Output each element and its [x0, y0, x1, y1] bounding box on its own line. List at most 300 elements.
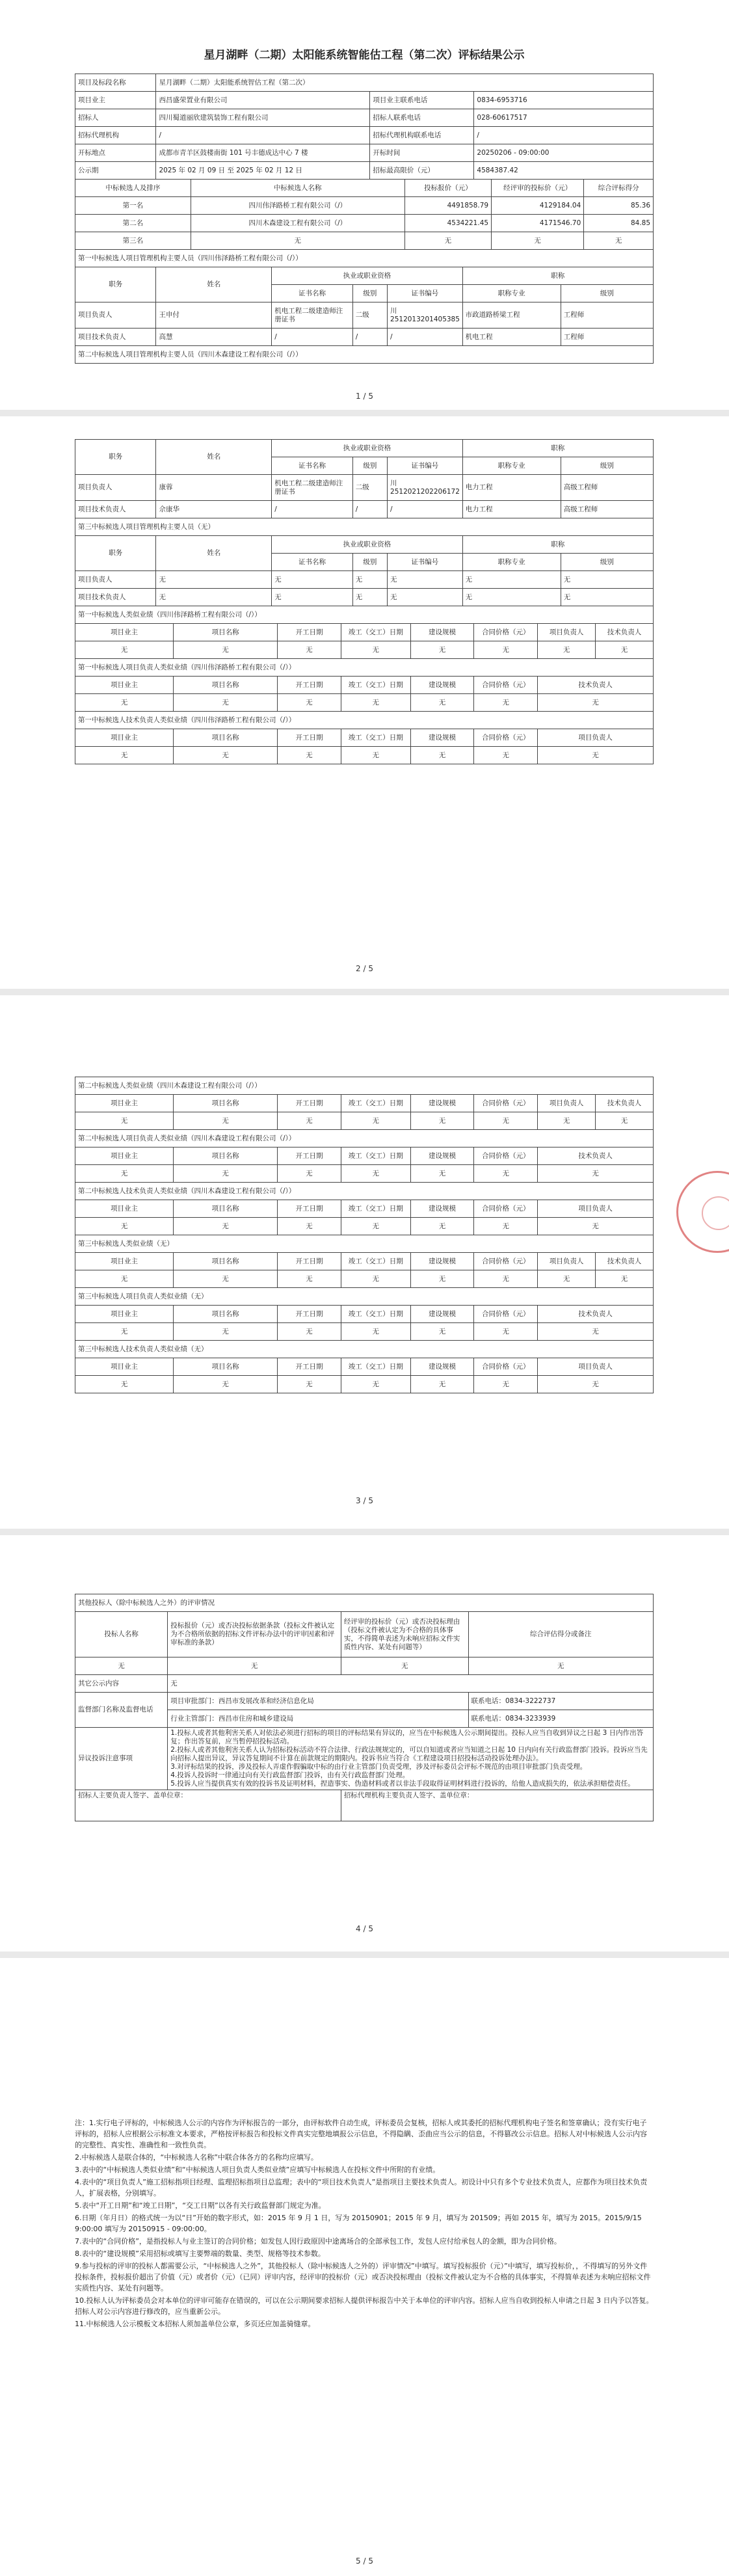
perf-cell: 无	[538, 1165, 654, 1183]
header-cell: 职称专业	[462, 554, 561, 571]
level-cell: 工程师	[561, 302, 653, 329]
cert-name-cell: 无	[272, 589, 352, 606]
perf-cell: 无	[474, 1165, 538, 1183]
note-item: 11.中标候选人公示模板文本招标人须加盖单位公章，多页还应加盖骑缝章。	[75, 2320, 315, 2328]
header-cell: 开工日期	[278, 729, 341, 747]
perf-cell: 无	[474, 747, 538, 764]
perf-cell: 无	[341, 1376, 410, 1393]
cell: 无	[168, 1657, 341, 1675]
other-bidders-table	[75, 1594, 654, 1821]
header-cell: 竣工（交工）日期	[341, 677, 410, 694]
score-cell: 无	[584, 232, 654, 250]
header-cell: 建设规模	[410, 1306, 474, 1323]
header-cell: 竣工（交工）日期	[341, 1200, 410, 1218]
perf-cell: 无	[75, 1218, 174, 1235]
note-item: 6.日期（年月日）的格式统一为以“日”开始的数字形式，如：2015 年 9 月 1 日，写为 20150901；2015 年 9 月，填写为 201509；再如 2015 年，填写为 2015。2015/9/15 9:00:00 填写为 20150915 - 09:00:00。	[75, 2214, 642, 2233]
note-item: 7.表中的“合同价格”，是指投标人与业主签订的合同价格；如发包人因行政原因中途离场合的全部承包工作，发包人应付给承包人的金额，即为合同价格。	[75, 2237, 561, 2246]
header-cell: 竣工（交工）日期	[341, 1253, 410, 1270]
perf-cell: 无	[341, 1112, 410, 1130]
header-cell: 执业或职业资格	[272, 536, 462, 554]
major-cell: 市政道路桥梁工程	[462, 302, 561, 329]
header-cell: 合同价格（元）	[474, 1147, 538, 1165]
cell-value: 无	[168, 1675, 654, 1693]
table-row	[75, 215, 654, 232]
section-title: 第二中标候选人项目管理机构主要人员（四川木森建设工程有限公司（/））	[75, 346, 654, 364]
header-cell: 开工日期	[278, 1306, 341, 1323]
cert-no-cell: /	[388, 501, 463, 518]
cell-value: /	[156, 127, 370, 144]
name-cell: 无	[156, 571, 272, 589]
score-cell: 85.36	[584, 197, 654, 215]
header-cell: 竣工（交工）日期	[341, 1147, 410, 1165]
perf-cell: 无	[341, 1323, 410, 1341]
header-cell: 技术负责人	[596, 1095, 654, 1112]
perf-cell: 无	[341, 1165, 410, 1183]
perf-cell: 无	[341, 1218, 410, 1235]
perf-cell: 无	[174, 1165, 278, 1183]
staff-table-1	[75, 267, 654, 364]
cell-value: 联系电话：0834-3233939	[468, 1710, 654, 1728]
table-row	[75, 302, 654, 329]
perf-cell: 无	[410, 1323, 474, 1341]
table-row	[75, 589, 654, 606]
header-cell: 项目业主	[75, 729, 174, 747]
perf-cell: 无	[75, 1165, 174, 1183]
perf-cell: 无	[341, 694, 410, 712]
header-cell: 合同价格（元）	[474, 1095, 538, 1112]
cell-value: 20250206 - 09:00:00	[474, 144, 654, 162]
major-cell: 电力工程	[462, 501, 561, 518]
page-title: 星月湖畔（二期）太阳能系统智能估工程（第二次）评标结果公示	[204, 49, 525, 62]
cert-no-cell: 无	[388, 571, 463, 589]
major-cell: 无	[462, 571, 561, 589]
header-cell: 项目业主	[75, 1253, 174, 1270]
perf-cell: 无	[410, 747, 474, 764]
perf-cell: 无	[174, 1218, 278, 1235]
header-cell: 建设规模	[410, 1253, 474, 1270]
header-cell: 开工日期	[278, 1095, 341, 1112]
section-title: 第二中标候选人技术负责人类似业绩（四川木森建设工程有限公司（/））	[75, 1183, 654, 1200]
role-cell: 项目技术负责人	[75, 501, 156, 518]
perf-cell: 无	[278, 747, 341, 764]
perf-cell: 无	[174, 1270, 278, 1288]
table-row	[75, 1112, 654, 1130]
header-cell: 投标人名称	[75, 1612, 168, 1657]
header-cell: 项目名称	[174, 677, 278, 694]
header-cell: 技术负责人	[596, 1253, 654, 1270]
page-number: 1 / 5	[356, 392, 373, 401]
header-cell: 建设规模	[410, 729, 474, 747]
perf-cell: 无	[75, 1270, 174, 1288]
header-cell: 项目名称	[174, 729, 278, 747]
header-cell: 项目负责人	[538, 624, 596, 641]
header-cell: 建设规模	[410, 1147, 474, 1165]
header-cell: 中标候选人及排序	[75, 180, 191, 197]
header-cell: 经评审的投标价（元）或否决投标理由（投标文件被认定为不合格的具体事实，不得简单表述为未响应招标文件实质性内容、某处有问题等）	[341, 1612, 468, 1657]
perf-cell: 无	[278, 694, 341, 712]
name-cell: 无	[191, 232, 404, 250]
perf-cell: 无	[75, 1376, 174, 1393]
table-row	[75, 329, 654, 346]
perf-cell: 无	[474, 1376, 538, 1393]
header-cell: 级别	[352, 554, 387, 571]
perf-cell: 无	[278, 1165, 341, 1183]
cell-label: 招标代理机构联系电话	[370, 127, 474, 144]
header-cell: 项目名称	[174, 1358, 278, 1376]
header-cell: 项目负责人	[538, 729, 654, 747]
perf-cell: 无	[278, 1112, 341, 1130]
header-cell: 证书名称	[272, 554, 352, 571]
header-cell: 项目名称	[174, 624, 278, 641]
cell-value: 成都市青羊区鼓楼南街 101 号丰德成达中心 7 楼	[156, 144, 370, 162]
cell-value: 2025 年 02 月 09 日 至 2025 年 02 月 12 日	[156, 162, 370, 180]
name-cell: 无	[156, 589, 272, 606]
header-cell: 开工日期	[278, 1253, 341, 1270]
cert-name-cell: /	[272, 501, 352, 518]
perf-cell: 无	[341, 747, 410, 764]
note-item: 4.表中的“项目负责人”施工招标指项目经理、监理招标指项目总监理；表中的“项目技术负责人”是指项目主要技术负责人。初设计中只有多个专业技术负责人，应都作为项目技术负责人，扩展表格，分别填写。	[75, 2178, 648, 2197]
name-cell: 王申付	[156, 302, 272, 329]
section-title: 第一中标候选人项目管理机构主要人员（四川伟泽路桥工程有限公司（/））	[75, 250, 654, 267]
cert-level-cell: /	[352, 501, 387, 518]
header-cell: 职称	[462, 440, 653, 457]
page-number: 3 / 5	[356, 1496, 373, 1505]
cert-no-cell: /	[388, 329, 463, 346]
header-cell: 项目业主	[75, 677, 174, 694]
header-cell: 项目业主	[75, 1095, 174, 1112]
perf-cell: 无	[341, 641, 410, 659]
cert-no-cell: 川 2512013201405385	[388, 302, 463, 329]
header-cell: 级别	[352, 285, 387, 302]
note-item: 2.中标候选人是联合体的，“中标候选人名称”中联合体各方的名称均应填写。	[75, 2153, 318, 2162]
table-row	[75, 694, 654, 712]
cell-label: 项目业主联系电话	[370, 92, 474, 109]
header-cell: 合同价格（元）	[474, 677, 538, 694]
cell-label: 招标最高限价（元）	[370, 162, 474, 180]
name-cell: 四川伟泽路桥工程有限公司（/）	[191, 197, 404, 215]
header-cell: 项目负责人	[538, 1200, 654, 1218]
header-cell: 项目负责人	[538, 1095, 596, 1112]
cert-level-cell: /	[352, 329, 387, 346]
perf-cell: 无	[174, 694, 278, 712]
section-title: 第一中标候选人项目负责人类似业绩（四川伟泽路桥工程有限公司（/））	[75, 659, 654, 677]
page-number: 5 / 5	[356, 2556, 373, 2566]
perf-cell: 无	[538, 1270, 596, 1288]
role-cell: 项目技术负责人	[75, 329, 156, 346]
cell-label: 监督部门名称及监督电话	[75, 1693, 168, 1728]
cell-value: 0834-6953716	[474, 92, 654, 109]
score-cell: 84.85	[584, 215, 654, 232]
header-cell: 项目负责人	[538, 1358, 654, 1376]
level-cell: 工程师	[561, 329, 653, 346]
role-cell: 项目负责人	[75, 475, 156, 501]
perf-cell: 无	[474, 1112, 538, 1130]
perf-cell: 无	[174, 641, 278, 659]
perf-cell: 无	[75, 747, 174, 764]
cert-name-cell: 机电工程二级建造师注册证书	[272, 302, 352, 329]
perf-cell: 无	[410, 1270, 474, 1288]
name-cell: 高慧	[156, 329, 272, 346]
perf-cell: 无	[75, 694, 174, 712]
bid-cell: 无	[404, 232, 491, 250]
header-cell: 职称	[462, 536, 653, 554]
rank-cell: 第二名	[75, 215, 191, 232]
cell-value: 联系电话：0834-3222737	[468, 1693, 654, 1710]
section-title: 第一中标候选人技术负责人类似业绩（四川伟泽路桥工程有限公司（/））	[75, 712, 654, 729]
staff-table-2	[75, 439, 654, 606]
perf-cell: 无	[278, 1376, 341, 1393]
eval-cell: 无	[492, 232, 584, 250]
header-cell: 职务	[75, 267, 156, 302]
table-row	[75, 1323, 654, 1341]
table-row	[75, 1270, 654, 1288]
header-cell: 级别	[561, 554, 653, 571]
table-row	[75, 1657, 654, 1675]
cell-value: 028-60617517	[474, 109, 654, 127]
bid-cell: 4534221.45	[404, 215, 491, 232]
perf-cell: 无	[278, 641, 341, 659]
cell-label: 异议投诉注意事项	[75, 1728, 168, 1790]
cell-value: 4584387.42	[474, 162, 654, 180]
perf-cell: 无	[538, 641, 596, 659]
header-cell: 竣工（交工）日期	[341, 729, 410, 747]
section-title: 第二中标候选人项目负责人类似业绩（四川木森建设工程有限公司（/））	[75, 1130, 654, 1147]
perf-cell: 无	[474, 1270, 538, 1288]
note-item: 9.参与投标的评审的投标人都需要公示，“中标候选人之外”，其他投标人（除中标候选人之外的）评审情况”中填写。填写投标报价（元）”中填写，填写投标价，，不得填写的另外文件投标条件，投标报价超出了价值（元）或者价（元）（已同）评审内容，经评审的投标价（元）或否决投标理由（投标文件被认定为不合格的具体事实，不得简单表述为未响应招标文件实质性内容、某处有问题等。	[75, 2262, 651, 2292]
header-cell: 级别	[561, 285, 653, 302]
header-cell: 建设规模	[410, 1358, 474, 1376]
cert-level-cell: 二级	[352, 475, 387, 501]
perf-cell: 无	[75, 1112, 174, 1130]
perf-cell: 无	[174, 1112, 278, 1130]
section-title: 第一中标候选人类似业绩（四川伟泽路桥工程有限公司（/））	[75, 606, 654, 624]
table-row	[75, 1165, 654, 1183]
table-row	[75, 641, 654, 659]
cert-level-cell: 无	[352, 571, 387, 589]
header-cell: 技术负责人	[538, 677, 654, 694]
header-cell: 职称专业	[462, 457, 561, 475]
section-title: 其他投标人（除中标候选人之外）的评审情况	[75, 1594, 654, 1612]
candidate-ranking-table	[75, 179, 654, 250]
cell-label: 招标代理机构	[75, 127, 156, 144]
header-cell: 开工日期	[278, 1147, 341, 1165]
header-cell: 证书名称	[272, 457, 352, 475]
header-cell: 项目名称	[174, 1253, 278, 1270]
cell-label: 项目及标段名称	[75, 74, 156, 92]
perf-cell: 无	[474, 641, 538, 659]
cell: 无	[75, 1657, 168, 1675]
perf-cell: 无	[75, 641, 174, 659]
header-cell: 合同价格（元）	[474, 1306, 538, 1323]
major-cell: 无	[462, 589, 561, 606]
complaint-line: 4.投诉人投诉时一律通过向有关行政监督部门投诉，由有关行政监督部门处理。	[170, 1771, 410, 1779]
cell: 无	[341, 1657, 468, 1675]
cell-value: 四川蜀道丽欣建筑装饰工程有限公司	[156, 109, 370, 127]
cell: 无	[468, 1657, 654, 1675]
header-cell: 竣工（交工）日期	[341, 1358, 410, 1376]
cell-label: 开标地点	[75, 144, 156, 162]
perf-cell: 无	[278, 1270, 341, 1288]
page-4	[0, 1535, 729, 1952]
complaint-line: 5.投诉人应当提供真实有效的投诉书及证明材料，捏造事实、伪造材料或者以非法手段取得证明材料进行投诉的，给他人造成损失的，依法承担赔偿责任。	[170, 1780, 635, 1788]
header-cell: 职称	[462, 267, 653, 285]
header-cell: 建设规模	[410, 1200, 474, 1218]
perf-cell: 无	[410, 1112, 474, 1130]
perf-cell: 无	[278, 1218, 341, 1235]
header-cell: 证书编号	[388, 285, 463, 302]
table-row	[75, 197, 654, 215]
table-row	[75, 1376, 654, 1393]
level-cell: 高级工程师	[561, 475, 653, 501]
page-number: 4 / 5	[356, 1924, 373, 1933]
section-title: 第三中标候选人技术负责人类似业绩（无）	[75, 1341, 654, 1358]
header-cell: 职务	[75, 440, 156, 475]
cell-value: 行业主管部门：西昌市住房和城乡建设局	[168, 1710, 468, 1728]
header-cell: 项目名称	[174, 1147, 278, 1165]
rank-cell: 第三名	[75, 232, 191, 250]
perf-cell: 无	[474, 1218, 538, 1235]
performance-table-p2	[75, 606, 654, 764]
eval-cell: 4171546.70	[492, 215, 584, 232]
header-cell: 合同价格（元）	[474, 1200, 538, 1218]
page-1	[0, 0, 729, 410]
section-header	[75, 249, 654, 267]
header-cell: 综合评估得分或备注	[468, 1612, 654, 1657]
page-2	[0, 416, 729, 989]
signature-agency: 招标代理机构主要负责人签字、盖单位章：	[341, 1790, 653, 1821]
project-info-table	[75, 74, 654, 180]
perf-cell: 无	[538, 1376, 654, 1393]
complaint-line: 1.投标人或者其他利害关系人对依法必须进行招标的项目的评标结果有异议的，应当在中标候选人公示期间提出。投标人应当自收到异议之日起 3 日内作出答复；作出答复前，应当暂停招投标活动。	[170, 1729, 644, 1745]
header-cell: 证书编号	[388, 554, 463, 571]
section-title: 第三中标候选人项目负责人类似业绩（无）	[75, 1288, 654, 1306]
cell-label: 项目业主	[75, 92, 156, 109]
table-row	[75, 501, 654, 518]
header-cell: 综合评标得分	[584, 180, 654, 197]
header-cell: 项目业主	[75, 1200, 174, 1218]
complaint-line: 2.投标人或者其他利害关系人认为招标投标活动不符合法律、行政法规规定的，可以自知道或者应当知道之日起 10 日内向有关行政监督部门投诉。投诉应当先向招标人提出异议，异议答复期间不计算在前款规定的期限内。投诉书应当符合《工程建设项目招投标活动投诉处理办法》。	[170, 1746, 648, 1762]
page-3	[0, 995, 729, 1529]
page-5	[0, 1958, 729, 2576]
level-cell: 无	[561, 571, 653, 589]
header-cell: 技术负责人	[538, 1306, 654, 1323]
perf-cell: 无	[341, 1270, 410, 1288]
table-row	[75, 232, 654, 250]
cell-label: 招标人	[75, 109, 156, 127]
performance-table-p3	[75, 1077, 654, 1393]
header-cell: 投标报价（元）或否决投标依据条款（投标文件被认定为不合格所依据的招标文件评标办法中的评审因素和评审标准的条款）	[168, 1612, 341, 1657]
table-row	[75, 475, 654, 501]
cell-value: /	[474, 127, 654, 144]
note-item: 10.投标人认为评标委员会对本单位的评审可能存在错误的，可以在公示期间要求招标人提供评标报告中关于本单位的评审内容。招标人应当自收到投标人申请之日起 3 日内予以答复。招标人对公示内容进行修改的，应当重新公示。	[75, 2296, 654, 2316]
header-cell: 合同价格（元）	[474, 624, 538, 641]
perf-cell: 无	[410, 694, 474, 712]
header-cell: 合同价格（元）	[474, 1253, 538, 1270]
header-cell: 证书名称	[272, 285, 352, 302]
header-cell: 项目业主	[75, 1147, 174, 1165]
section-title: 第三中标候选人项目管理机构主要人员（无）	[75, 518, 654, 536]
note-item: 注：1.实行电子评标的，中标候选人公示的内容作为评标报告的一部分，由评标软件自动生成，评标委员会复核，招标人或其委托的招标代理机构电子签名和签章确认；没有实行电子评标的，招标人应根据公示标准文本要求，严格按评标报告和投标文件真实完整地填报公示信息，不得隐瞒、歪曲应当公示的信息，不得篡改公示信息。招标人对中标候选人公示内容的完整性、真实性、准确性和一致性负责。	[75, 2119, 647, 2149]
header-cell: 开工日期	[278, 624, 341, 641]
table-row	[75, 1218, 654, 1235]
section-title: 第三中标候选人类似业绩（无）	[75, 1235, 654, 1253]
cert-level-cell: 二级	[352, 302, 387, 329]
name-cell: 康蓉	[156, 475, 272, 501]
perf-cell: 无	[538, 1112, 596, 1130]
perf-cell: 无	[410, 641, 474, 659]
name-cell: 佘康华	[156, 501, 272, 518]
perf-cell: 无	[596, 1112, 654, 1130]
complaint-line: 3.对评标结果的投诉，涉及投标人弄虚作假骗取中标的由行业主管部门负责受理，涉及评标委员会评标不规范的由项目审批部门负责受理。	[170, 1763, 587, 1771]
major-cell: 机电工程	[462, 329, 561, 346]
rank-cell: 第一名	[75, 197, 191, 215]
perf-cell: 无	[75, 1323, 174, 1341]
cell-label: 公示期	[75, 162, 156, 180]
perf-cell: 无	[410, 1218, 474, 1235]
perf-cell: 无	[174, 1376, 278, 1393]
section-title: 第二中标候选人类似业绩（四川木森建设工程有限公司（/））	[75, 1077, 654, 1095]
perf-cell: 无	[596, 1270, 654, 1288]
cert-level-cell: 无	[352, 589, 387, 606]
header-cell: 建设规模	[410, 1095, 474, 1112]
header-cell: 开工日期	[278, 1358, 341, 1376]
cell-label: 开标时间	[370, 144, 474, 162]
cert-name-cell: 无	[272, 571, 352, 589]
header-cell: 建设规模	[410, 624, 474, 641]
header-cell: 姓名	[156, 267, 272, 302]
perf-cell: 无	[278, 1323, 341, 1341]
notes-block	[75, 2117, 654, 2331]
header-cell: 执业或职业资格	[272, 267, 462, 285]
signature-owner: 招标人主要负责人签字、盖单位章：	[75, 1790, 341, 1821]
header-cell: 合同价格（元）	[474, 729, 538, 747]
cert-name-cell: 机电工程二级建造师注册证书	[272, 475, 352, 501]
perf-cell: 无	[174, 747, 278, 764]
header-cell: 项目业主	[75, 1306, 174, 1323]
role-cell: 项目负责人	[75, 571, 156, 589]
role-cell: 项目技术负责人	[75, 589, 156, 606]
header-cell: 级别	[352, 457, 387, 475]
note-item: 8.表中的“建设规模”采用招标或填写主要弊端的数量、类型、规格等技术参数。	[75, 2249, 325, 2258]
perf-cell: 无	[538, 1323, 654, 1341]
header-cell: 投标报价（元）	[404, 180, 491, 197]
header-cell: 项目名称	[174, 1200, 278, 1218]
cert-name-cell: /	[272, 329, 352, 346]
header-cell: 经评审的投标价（元）	[492, 180, 584, 197]
cell-value: 星月湖畔（二期）太阳能系统智估工程（第二次）	[156, 74, 654, 92]
cell-value: 项目审批部门：西昌市发展改革和经济信息化局	[168, 1693, 468, 1710]
header-cell: 开工日期	[278, 677, 341, 694]
perf-cell: 无	[538, 747, 654, 764]
role-cell: 项目负责人	[75, 302, 156, 329]
header-cell: 竣工（交工）日期	[341, 1095, 410, 1112]
header-cell: 竣工（交工）日期	[341, 1306, 410, 1323]
header-cell: 项目负责人	[538, 1253, 596, 1270]
header-cell: 级别	[561, 457, 653, 475]
header-cell: 项目名称	[174, 1095, 278, 1112]
page-number: 2 / 5	[356, 964, 373, 973]
perf-cell: 无	[410, 1376, 474, 1393]
header-cell: 合同价格（元）	[474, 1358, 538, 1376]
header-cell: 职称专业	[462, 285, 561, 302]
cell-value: 西昌盛荣置业有限公司	[156, 92, 370, 109]
seal-stamp	[676, 1171, 729, 1253]
header-cell: 项目业主	[75, 624, 174, 641]
perf-cell: 无	[174, 1323, 278, 1341]
table-row	[75, 747, 654, 764]
header-cell: 技术负责人	[538, 1147, 654, 1165]
bid-cell: 4491858.79	[404, 197, 491, 215]
